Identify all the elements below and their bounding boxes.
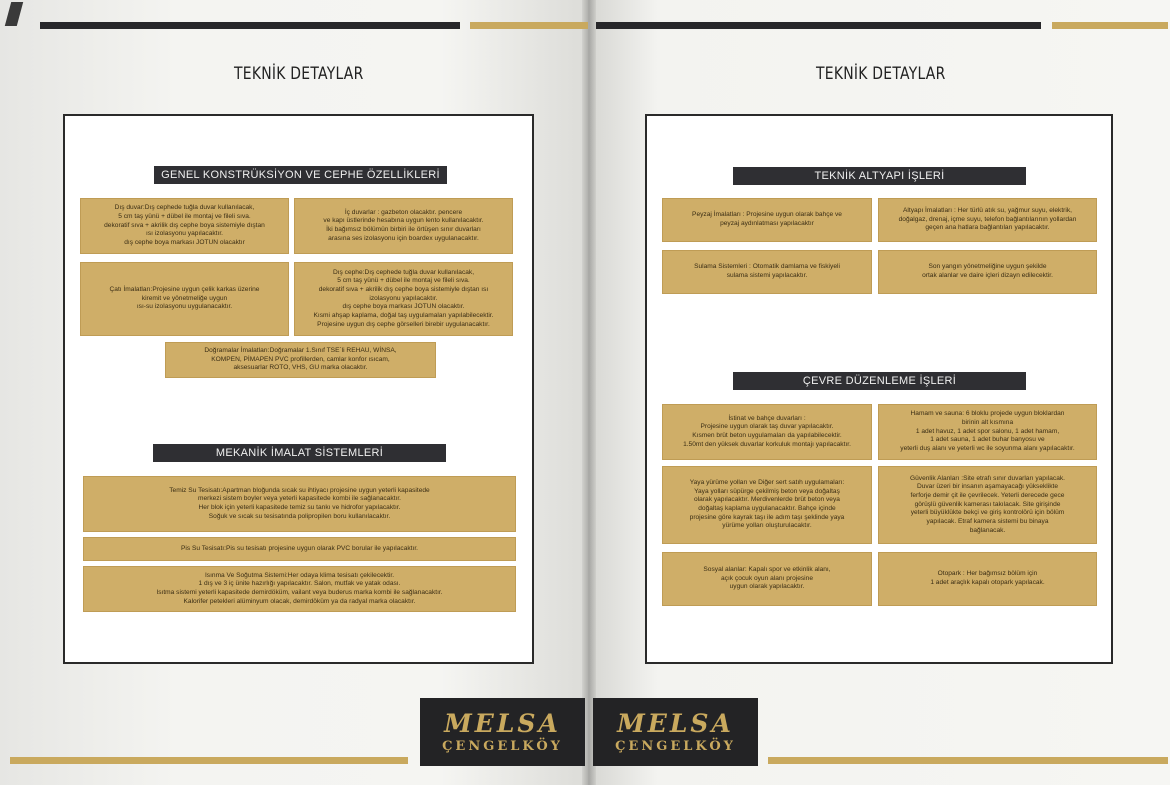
info-box-joinery: Doğramalar İmalatları:Doğramalar 1.Sınıf TSE`li REHAU, WİNSA, KOMPEN, PİMAPEN PVC profillerden, camlar konfor ısıcam, aksesuarlar ROTO, VHS, GU marka olacaktır. bbox=[165, 342, 436, 378]
bottom-bar-left-gold bbox=[10, 757, 408, 764]
logo-main-text: MELSA bbox=[617, 709, 734, 738]
bottom-bar-right-gold bbox=[768, 757, 1168, 764]
brand-logo-right bbox=[593, 698, 758, 766]
left-page-title: TEKNİK DETAYLAR bbox=[234, 64, 364, 84]
section-header-construction: GENEL KONSTRÜKSİYON VE CEPHE ÖZELLİKLERİ bbox=[154, 166, 447, 184]
info-box-security: Güvenlik Alanları :Site etrafı sınır duvarları yapılacak. Duvar üzeri bir insanın aşamayacağı yükseklikte ferforje demir çit ile çevrilecek. Yeterli derecede gece görüşlü güvenlik kamerası takılacak. Site girişinde yeterli büyüklükte bekçi ve giriş kontrolörü için bölüm yapılacak. Etraf kamera sistemi bu binaya bağlanacak. bbox=[878, 466, 1097, 544]
top-bar-left-gold bbox=[470, 22, 588, 29]
info-box-interior-walls: İç duvarlar : gazbeton olacaktır. pencere ve kapı üstlerinde hesabına uygun lento kullanılacaktır. İki bağımsız bölümün birbiri ile örtüşen sınır duvarları arasına ses izolasyonu için boardex uygulanacaktır. bbox=[294, 198, 513, 254]
info-box-utilities: Altyapı İmalatları : Her türlü atık su, yağmur suyu, elektrik, doğalgaz, drenaj, içme suyu, telefon bağlantılarının yollardan geçen ana hatlara bağlantıları yapılacaktır. bbox=[878, 198, 1097, 242]
info-box-landscape: Peyzaj İmalatları : Projesine uygun olarak bahçe ve peyzaj aydınlatması yapılacaktır bbox=[662, 198, 872, 242]
brand-logo-left bbox=[420, 698, 585, 766]
info-box-roof: Çatı İmalatları:Projesine uygun çelik karkas üzerine kiremit ve yönetmeliğe uygun ısı-su izolasyonu uygulanacaktır. bbox=[80, 262, 289, 336]
top-bar-right-dark bbox=[596, 22, 1041, 29]
info-box-fire-code: Son yangın yönetmeliğine uygun şekilde ortak alanlar ve daire içleri dizayn edilecektir. bbox=[878, 250, 1097, 294]
section-header-mechanical: MEKANİK İMALAT SİSTEMLERİ bbox=[153, 444, 446, 462]
info-box-parking: Otopark : Her bağımsız bölüm için 1 adet araçlık kapalı otopark yapılacak. bbox=[878, 552, 1097, 606]
info-box-retaining-walls: İstinat ve bahçe duvarları : Projesine uygun olarak taş duvar yapılacaktır. Kısmen brüt beton uygulamaları da yapılabilecektir. 1.50mt den yüksek duvarlar korkuluk montajı yapılacaktır. bbox=[662, 404, 872, 460]
info-box-exterior-wall: Dış duvar:Dış cephede tuğla duvar kullanılacak, 5 cm taş yünü + dübel ile montaj ve fileli sıva. dekoratif sıva + akrilik dış cephe boya sistemiyle dıştan ısı izolasyonu yapılacaktır. dış cephe boya markası JOTUN olacaktır bbox=[80, 198, 289, 254]
top-bar-left-dark bbox=[40, 22, 460, 29]
info-box-social-areas: Sosyal alanlar: Kapalı spor ve etkinlik alanı, açık çocuk oyun alanı projesine uygun olarak yapılacaktır. bbox=[662, 552, 872, 606]
info-box-clean-water: Temiz Su Tesisatı:Apartman bloğunda sıcak su ihtiyacı projesine uygun yeterli kapasitede merkezi sistem boyler veya yeterli kapasitede kombi ile sağlanacaktır. Her blok için yeterli kapasitede temiz su tankı ve hidrofor yapılacaktır. Soğuk ve sıcak su tesisatında polipropilen boru kullanılacaktır. bbox=[83, 476, 516, 532]
book-gutter bbox=[582, 0, 596, 785]
info-box-heating-cooling: Isınma Ve Soğutma Sistemi:Her odaya klima tesisatı çekilecektir. 1 dış ve 3 iç ünite hazırlığı yapılacaktır. Salon, mutfak ve yatak odası. Isıtma sistemi yeterli kapasitede demirdöküm, vailant veya buderus marka kombi ile sağlanacaktır. Kalorifer petekleri alüminyum olacak, demirdöküm ya da radyal marka olacaktır. bbox=[83, 566, 516, 612]
right-page-title: TEKNİK DETAYLAR bbox=[816, 64, 946, 84]
logo-main-text: MELSA bbox=[444, 709, 561, 738]
info-box-facade: Dış cephe:Dış cephede tuğla duvar kullanılacak, 5 cm taş yünü + dübel ile montaj ve fileli sıva. dekoratif sıva + akrilik dış cephe boya sistemiyle dıştan ısı izolasyonu yapılacaktır. dış cephe boya markası JOTUN olacaktır. Kısmi ahşap kaplama, doğal taş uygulamaları yapılabilecektir. Projesine uygun dış cephe görselleri birebir uygulanacaktır. bbox=[294, 262, 513, 336]
section-header-infrastructure: TEKNİK ALTYAPI İŞLERİ bbox=[733, 167, 1026, 185]
info-box-spa: Hamam ve sauna: 6 bloklu projede uygun bloklardan birinin alt kısmına 1 adet havuz, 1 adet spor salonu, 1 adet hamam, 1 adet sauna, 1 adet buhar banyosu ve yeterli duş alanı ve yeterli wc ile soyunma alanı yapılacaktır. bbox=[878, 404, 1097, 460]
logo-sub-text: ÇENGELKÖY bbox=[442, 739, 563, 754]
info-box-waste-water: Pis Su Tesisatı:Pis su tesisatı projesine uygun olarak PVC borular ile yapılacaktır. bbox=[83, 537, 516, 561]
section-header-environment: ÇEVRE DÜZENLEME İŞLERİ bbox=[733, 372, 1026, 390]
info-box-walkways: Yaya yürüme yolları ve Diğer sert satıh uygulamaları: Yaya yolları süpürge çekilmiş beton veya doğaltaş olarak yapılacaktır. Merdivenlerde brüt beton veya doğaltaş kaplama uygulanacaktır. Bahçe içinde projesine göre kayrak taşı ile adım taşı şeklinde yaya yürüme yolları oluşturulacaktır. bbox=[662, 466, 872, 544]
logo-sub-text: ÇENGELKÖY bbox=[615, 739, 736, 754]
top-bar-right-gold bbox=[1052, 22, 1168, 29]
info-box-irrigation: Sulama Sistemleri : Otomatik damlama ve fiskiyeli sulama sistemi yapılacaktır. bbox=[662, 250, 872, 294]
